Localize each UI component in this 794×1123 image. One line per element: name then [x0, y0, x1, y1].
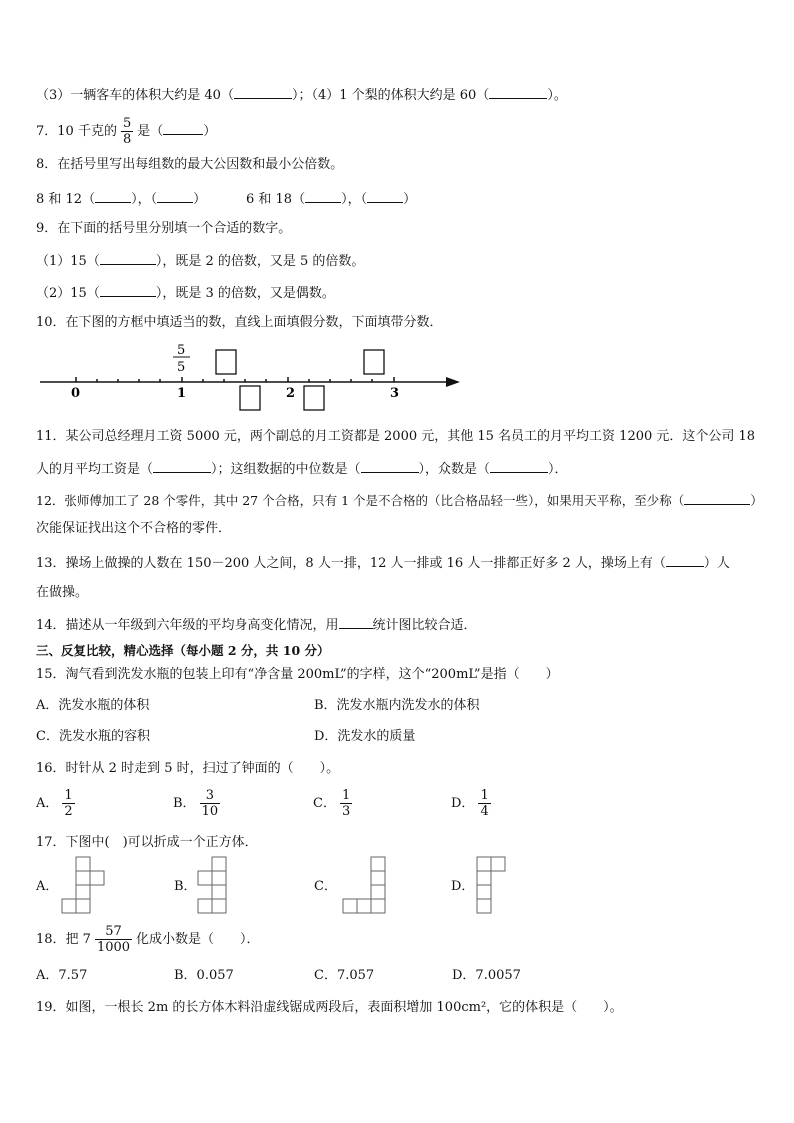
answer-blank[interactable] — [489, 84, 547, 99]
question-13-line2: 在做操。 — [36, 585, 89, 600]
fraction: $\frac{3}{10}$ — [201, 788, 219, 819]
question-8-answers: 8 和 12（ ），（ ） — [36, 188, 206, 209]
answer-blank[interactable] — [234, 84, 292, 99]
answer-blank[interactable] — [95, 188, 131, 203]
q18-option-a[interactable]: A．7.57 — [36, 968, 88, 983]
answer-blank[interactable] — [153, 458, 211, 473]
question-15-text: 15．淘气看到洗发水瓶的包装上印有“净含量 200mL”的字样，这个“200mL”是指（ ） — [36, 667, 559, 682]
question-11-line2: 人的月平均工资是（ ）；这组数据的中位数是（ ），众数是（ ）． — [36, 458, 568, 479]
cube-net-d — [476, 856, 516, 918]
answer-blank[interactable] — [339, 614, 373, 629]
answer-blank[interactable] — [163, 120, 203, 135]
question-12-line1: 12．张师傅加工了 28 个零件，其中 27 个合格，只有 1 个是不合格的（比合格品轻一些），如果用天平称，至少称（ ） — [36, 490, 763, 510]
question-13-line1: 13．操场上做操的人数在 150－200 人之间，8 人一排，12 人一排或 16 人一排都正好多 2 人，操场上有（ ）人 — [36, 552, 730, 573]
fraction: $\frac{1}{3}$ — [341, 788, 351, 819]
question-10-text: 10．在下图的方框中填适当的数，直线上面填假分数，下面填带分数． — [36, 315, 443, 330]
q15-option-d[interactable]: D．洗发水的质量 — [314, 729, 416, 744]
q15-option-b[interactable]: B．洗发水瓶内洗发水的体积 — [314, 698, 480, 713]
tick-label-1: 1 — [177, 386, 187, 401]
q17-option-d[interactable]: D． — [451, 879, 475, 894]
q16-option-c[interactable]: C． $\frac{1}{3}$ — [313, 788, 351, 819]
fraction: $\frac{1}{4}$ — [480, 788, 489, 819]
fraction-denominator: 5 — [177, 360, 186, 375]
question-9-b: （2）15（ ），既是 3 的倍数，又是偶数。 — [36, 282, 335, 303]
section-3-heading: 三、反复比较，精心选择（每小题 2 分，共 10 分） — [36, 643, 330, 658]
answer-box-below — [240, 386, 260, 410]
fraction: $\frac{57}{1000}$ — [96, 924, 131, 955]
answer-blank[interactable] — [490, 458, 548, 473]
question-19-text: 19．如图，一根长 2m 的长方体木料沿虚线锯成两段后，表面积增加 100cm²，它的体积是（ ）。 — [36, 1000, 623, 1015]
question-12-line2: 次能保证找出这个不合格的零件． — [36, 521, 232, 536]
fraction-numerator: 5 — [177, 343, 186, 358]
q18-option-b[interactable]: B．0.057 — [174, 968, 234, 983]
q18-option-d[interactable]: D．7.0057 — [452, 968, 521, 983]
answer-blank[interactable] — [684, 490, 750, 505]
q6-part-line: （3）一辆客车的体积大约是 40（ ）；（4）1 个梨的体积大约是 60（ ）。 — [36, 84, 567, 105]
cube-net-b — [198, 856, 238, 918]
question-9-a: （1）15（ ），既是 2 的倍数，又是 5 的倍数。 — [36, 250, 364, 271]
answer-box-above — [364, 350, 384, 374]
question-8-text: 8．在括号里写出每组数的最大公因数和最小公倍数。 — [36, 157, 344, 172]
answer-blank[interactable] — [305, 188, 341, 203]
tick-label-3: 3 — [390, 386, 400, 401]
q16-option-b[interactable]: B． $\frac{3}{10}$ — [173, 788, 219, 819]
question-16-text: 16．时针从 2 时走到 5 时，扫过了钟面的（ ）。 — [36, 761, 340, 776]
cube-net-a — [62, 856, 112, 918]
answer-box-above — [216, 350, 236, 374]
answer-blank[interactable] — [157, 188, 193, 203]
question-8-answers-b: 6 和 18（ ），（ ） — [246, 188, 416, 209]
fraction: $\frac{5}{8}$ — [122, 116, 132, 147]
q15-option-c[interactable]: C．洗发水瓶的容积 — [36, 729, 150, 744]
q18-option-c[interactable]: C．7.057 — [314, 968, 375, 983]
q16-option-a[interactable]: A． $\frac{1}{2}$ — [36, 788, 73, 819]
question-18: 18．把 7 $\frac{57}{1000}$ 化成小数是（ ）． — [36, 924, 260, 955]
q15-option-a[interactable]: A．洗发水瓶的体积 — [36, 698, 150, 713]
arrow-head — [446, 377, 460, 387]
answer-blank[interactable] — [361, 458, 419, 473]
answer-blank[interactable] — [100, 282, 156, 297]
question-11-line1: 11．某公司总经理月工资 5000 元，两个副总的月工资都是 2000 元，其他 15 名员工的月平均工资 1200 元．这个公司 18 — [36, 429, 756, 444]
q17-option-b[interactable]: B． — [174, 879, 197, 894]
tick-label-2: 2 — [286, 386, 296, 401]
tick-label-0: 0 — [71, 386, 81, 401]
q17-option-c[interactable]: C． — [314, 879, 337, 894]
number-line-figure — [40, 342, 470, 412]
answer-blank[interactable] — [100, 250, 156, 265]
answer-blank[interactable] — [367, 188, 403, 203]
question-9-text: 9．在下面的括号里分别填一个合适的数字。 — [36, 221, 292, 236]
q17-option-a[interactable]: A． — [36, 879, 59, 894]
cube-net-c — [342, 856, 392, 918]
question-17-text: 17．下图中( )可以折成一个正方体． — [36, 835, 258, 850]
answer-blank[interactable] — [666, 552, 704, 567]
question-14: 14．描述从一年级到六年级的平均身高变化情况，用 统计图比较合适． — [36, 614, 477, 635]
answer-box-below — [304, 386, 324, 410]
q16-option-d[interactable]: D． $\frac{1}{4}$ — [451, 788, 489, 819]
fraction: $\frac{1}{2}$ — [64, 788, 73, 819]
question-7: 7．10 千克的 $\frac{5}{8}$ 是（ ） — [36, 116, 217, 147]
